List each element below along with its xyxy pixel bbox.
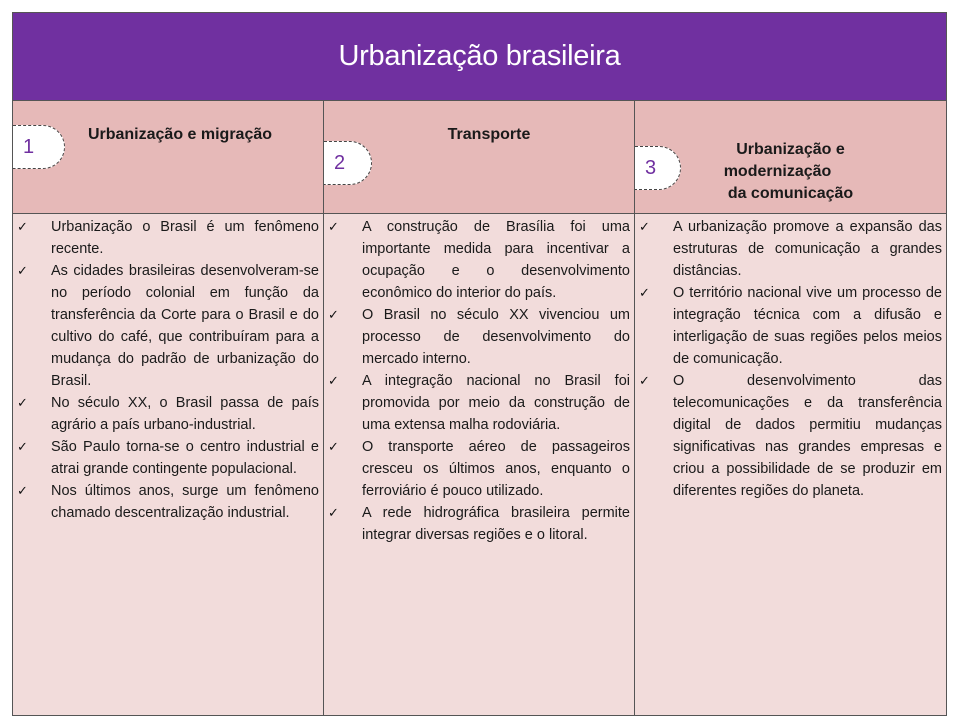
column-heading-3 [635, 139, 946, 205]
check-icon: ✓ [328, 439, 339, 454]
list-item: ✓ A rede hidrográfica brasileira permite integrar diversas regiões e o litoral. [324, 502, 630, 546]
check-icon: ✓ [328, 373, 339, 388]
heading-line: Urbanização e migração [87, 126, 273, 143]
column-divider [323, 101, 324, 715]
column-header-1 [13, 101, 323, 214]
page-title: Urbanização brasileira [13, 13, 946, 101]
list-item: ✓ Urbanização o Brasil é um fenômeno recente. [13, 216, 319, 260]
bullet-list-1 [13, 216, 319, 524]
column-number: 1 [23, 135, 35, 158]
heading-line: Urbanização e [736, 141, 845, 158]
check-icon: ✓ [17, 219, 28, 234]
column-number: 3 [645, 156, 657, 179]
check-icon: ✓ [17, 395, 28, 410]
check-icon: ✓ [17, 263, 28, 278]
list-item: ✓ Nos últimos anos, surge um fenômeno chamado descentralização industrial. [13, 480, 319, 524]
column-header-2 [324, 101, 634, 214]
check-icon: ✓ [639, 219, 650, 234]
list-item: ✓ O desenvolvimento das telecomunicações e da transferência digital de dados permitiu mudanças significativas nas grandes empresas e criou a possibilidade de se produzir em diferentes regiões do planeta. [635, 370, 942, 502]
list-item: ✓ As cidades brasileiras desenvolveram-se no período colonial em função da transferência da Corte para o Brasil e do cultivo do café, que contribuíram para a mudança do padrão de urbanização do Brasil. [13, 260, 319, 392]
column-number-badge-3 [635, 146, 681, 190]
list-item: ✓ O transporte aéreo de passageiros cresceu os últimos anos, enquanto o ferroviário é pouco utilizado. [324, 436, 630, 502]
list-item: ✓ O território nacional vive um processo de integração técnica com a difusão e interligação de suas regiões pelos meios de comunicação. [635, 282, 942, 370]
column-number: 2 [334, 151, 346, 174]
check-icon: ✓ [328, 219, 339, 234]
heading-line: da comunicação [727, 185, 854, 202]
list-item: ✓ A construção de Brasília foi uma importante medida para incentivar a ocupação e o desenvolvimento econômico do interior do país. [324, 216, 630, 304]
column-number-badge-1 [13, 125, 65, 169]
heading-line: Transporte [447, 126, 531, 143]
list-item: ✓ No século XX, o Brasil passa de país agrário a país urbano-industrial. [13, 392, 319, 436]
content-table [12, 12, 947, 716]
column-header-3 [635, 101, 946, 214]
check-icon: ✓ [639, 373, 650, 388]
column-body-3 [635, 216, 942, 502]
column-heading-2 [324, 124, 634, 146]
heading-line: modernização [723, 163, 832, 180]
list-item: ✓ São Paulo torna-se o centro industrial e atrai grande contingente populacional. [13, 436, 319, 480]
bullet-list-2 [324, 216, 630, 546]
column-body-1 [13, 216, 319, 524]
column-body-2 [324, 216, 630, 546]
check-icon: ✓ [328, 505, 339, 520]
list-item: ✓ A urbanização promove a expansão das estruturas de comunicação a grandes distâncias. [635, 216, 942, 282]
list-item: ✓ A integração nacional no Brasil foi promovida por meio da construção de uma extensa malha rodoviária. [324, 370, 630, 436]
check-icon: ✓ [639, 285, 650, 300]
list-item: ✓ O Brasil no século XX vivenciou um processo de desenvolvimento do mercado interno. [324, 304, 630, 370]
column-number-badge-2 [324, 141, 372, 185]
check-icon: ✓ [17, 483, 28, 498]
check-icon: ✓ [17, 439, 28, 454]
check-icon: ✓ [328, 307, 339, 322]
header-row [13, 101, 946, 214]
body-row [13, 214, 946, 715]
column-divider [634, 101, 635, 715]
bullet-list-3 [635, 216, 942, 502]
